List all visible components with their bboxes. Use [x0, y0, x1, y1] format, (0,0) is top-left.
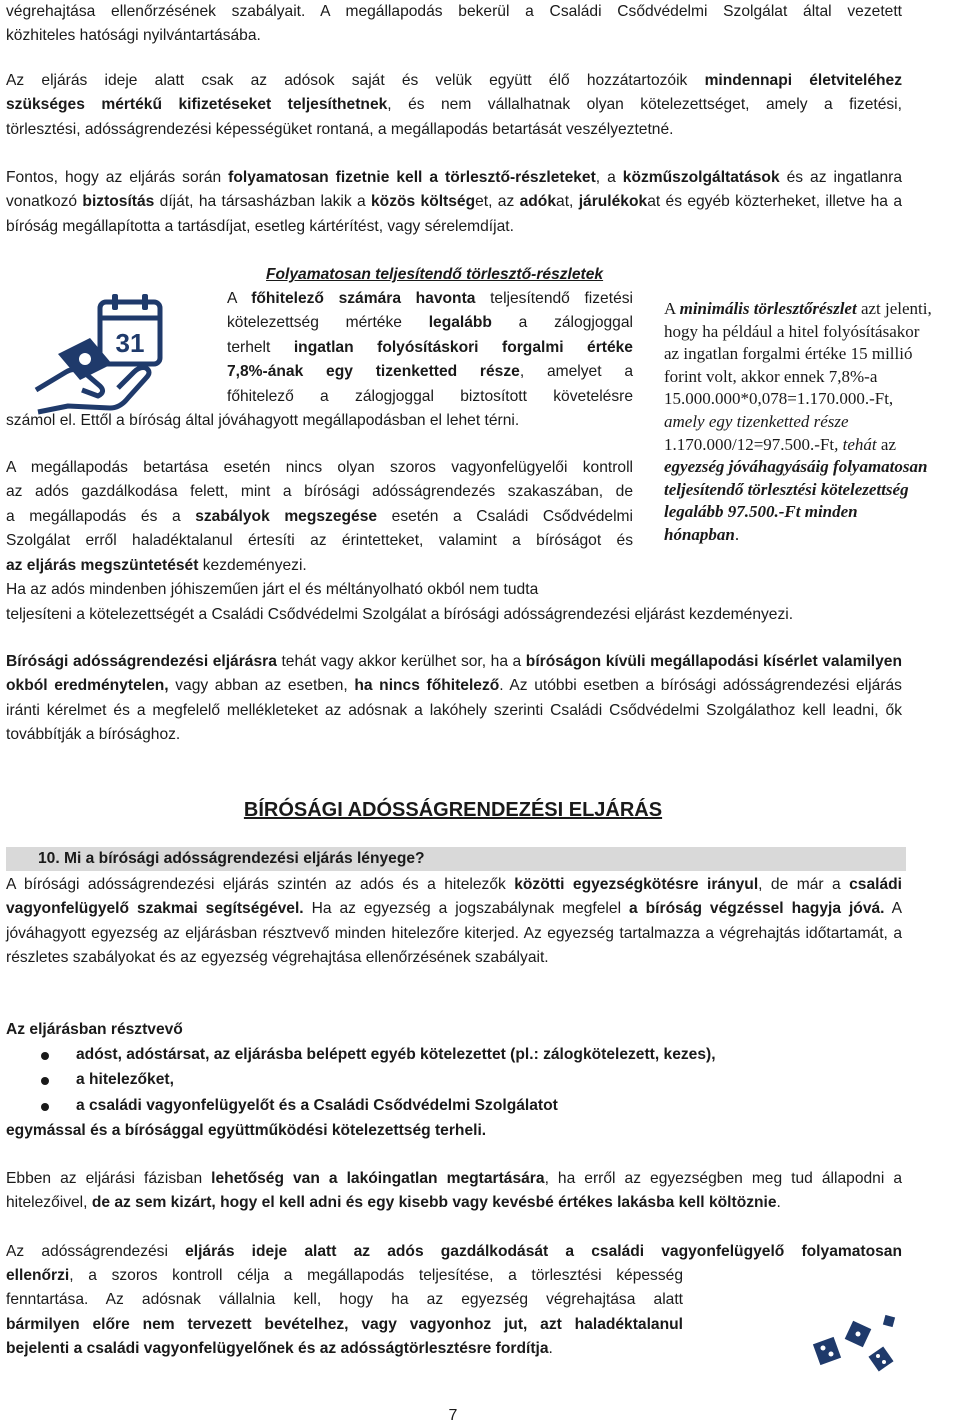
paragraph-court-procedure [6, 650, 902, 748]
text: és az ingatlanra vonatkozó [6, 169, 902, 211]
text: kezdeményezi. [198, 556, 307, 574]
text-line [227, 360, 633, 384]
text: a megállapodás és a [6, 507, 196, 525]
bold-text: ingatlan folyósításkori forgalmi értéke [293, 338, 633, 356]
bold-text: ellenőrzi [6, 1267, 70, 1284]
bold-text: legalább [428, 314, 492, 332]
paragraph-continuation [6, 0, 902, 49]
paragraph-supervision-wrapped [6, 1264, 683, 1362]
bold-text: közötti egyezségkötésre irányul [514, 876, 759, 893]
text-line: fenntartása. Az adósnak vállalnia kell, hogy ha az egyezség végrehajtása alatt [6, 1291, 683, 1309]
bold-text: de az sem kizárt, hogy el kell adni és egy kisebb vagy kevésbé értékes lakásba kell költöznie [91, 1194, 777, 1212]
text: . Az utóbbi esetben a bírósági adósságrendezési eljárás iránti kérelmet és a megfelelő mellékleteket az adósnak a lakóhely szerinti Családi Csődvédelmi Szolgálathoz kell leadni, ők továbbítják a bírósághoz. [6, 677, 902, 744]
text: A [664, 299, 680, 318]
sidebox-text [654, 298, 946, 547]
paragraph-daily-expenses [6, 69, 902, 142]
list-item: a hitelezőket, [6, 1068, 902, 1093]
text-line: végrehajtása ellenőrzésének szabályait. A megállapodás bekerül a Családi Csődvédelmi Szolgálat által vezetett [6, 3, 902, 20]
decorative-graphic-icon [808, 1310, 900, 1380]
bold-text: közműszolgáltatások [622, 169, 780, 186]
paragraph-court-procedure-essence [6, 873, 902, 971]
calendar-day-number: 31 [115, 328, 145, 358]
text-line [6, 1240, 902, 1264]
section-title-court-debt: BÍRÓSÁGI ADÓSSÁGRENDEZÉSI ELJÁRÁS [243, 799, 663, 821]
text: Ha az egyezség a jogszabálynak megfelel [303, 900, 629, 918]
text-line [6, 1337, 683, 1361]
text: , és nem vállalhatnak olyan kötelezettséget, amely a fizetési, [387, 96, 902, 114]
bold-text: főhitelező számára havonta [251, 290, 476, 307]
text-line: számol el. Ettől a bíróság által jóváhagyott megállapodásban el lehet térni. [6, 412, 520, 429]
bold-text: a bíróság végzéssel hagyja jóvá. [629, 900, 885, 918]
participants-list [6, 1043, 902, 1119]
text: teljesítendő fizetési [475, 290, 633, 307]
calendar-money-icon [28, 294, 168, 424]
text-line [227, 287, 633, 311]
bold-text: szükséges mértékű kifizetéseket teljesíthetnek [6, 96, 388, 114]
text: , ha erről az egyezségben meg tud állapodni a hitelezőivel, [6, 1170, 903, 1212]
text: A bírósági adósságrendezési eljárás szintén az adós és a hitelezők [6, 876, 515, 893]
bold-text: minimális törlesztőrészlet [679, 299, 857, 318]
text: Az adósságrendezési [6, 1243, 186, 1260]
section-title-installments: Folyamatosan teljesítendő törlesztő-részletek [266, 266, 604, 283]
text: az [880, 434, 896, 454]
bold-text: 7,8%-ának egy tizenketted része [227, 363, 520, 381]
bold-text: mindennapi életviteléhez [704, 72, 902, 89]
text: amely egy tizenketted része [664, 411, 849, 431]
page-number: 7 [448, 1407, 458, 1424]
bold-text: biztosítás [82, 193, 155, 211]
text: azt jelenti, hogy ha például a hitel folyósításakor az ingatlan forgalmi értéke [664, 299, 932, 364]
text-line: A megállapodás betartása esetén nincs olyan szoros vagyonfelügyelői kontroll [6, 459, 633, 476]
text: A jóváhagyott egyezség az eljárásban résztvevő minden hitelezőre kiterjed. Az egyezség tartalmazza a végrehajtás időtartamát, a részletes szabályokat és az egyezség végrehajtása ellenőrzésének szabályait. [6, 900, 903, 967]
text-line: törlesztési, adósságrendezési képességüket rontaná, a megállapodás betartását veszélyeztetné. [6, 120, 674, 138]
text: A [227, 290, 252, 307]
bold-text: járulékok [578, 193, 648, 211]
text: kötelezettség mértéke [227, 314, 429, 332]
text: a zálogjoggal [491, 314, 633, 332]
text-line [227, 311, 633, 335]
text: 1.170.000/12=97.500.-Ft [664, 434, 835, 454]
text-line: Szolgálat erről haladéktalanul értesíti az érintetteket, valamint a bíróságot és [6, 532, 633, 550]
text: , a [595, 169, 623, 186]
text: terhelt [227, 338, 294, 356]
text: vagy abban az esetben, [168, 677, 355, 695]
bold-text: bejelenti a családi vagyonfelügyelőnek és az adósságtörlesztésre fordítja [6, 1340, 549, 1358]
list-item: adóst, adóstársat, az eljárásba belépett egyéb kötelezettet (pl.: zálogkötelezett, kezes), [6, 1043, 902, 1068]
text: at és egyéb közterheket, illetve ha a bíróság megállapította a tartásdíjat, esetleg kártérítést, vagy sérelemdíjat. [6, 193, 902, 235]
text: , amelyet a [519, 363, 633, 381]
paragraph-monthly-obligation [227, 287, 633, 409]
bold-text: családi vagyonfelügyelő szakmai segítségével. [6, 876, 902, 918]
example-sidebox [654, 298, 946, 580]
paragraph-payments-important [6, 166, 902, 239]
bold-text: Bírósági adósságrendezési eljárásra [6, 653, 277, 670]
bold-text: az eljárás megszüntetését [6, 556, 199, 574]
bold-text: szabályok megszegése [195, 507, 378, 525]
question-heading: 10. Mi a bírósági adósságrendezési eljárás lényege? [38, 850, 425, 867]
text: . [776, 1194, 781, 1212]
text-line [227, 336, 633, 360]
text: et, az [475, 193, 520, 211]
participants-heading: Az eljárásban résztvevő [6, 1021, 183, 1038]
bold-text: eljárás ideje alatt az adós gazdálkodását a családi vagyonfelügyelő folyamatosan [185, 1243, 902, 1260]
text-line [6, 69, 902, 93]
text: . [734, 524, 740, 544]
text: díját, ha társasházban lakik a [154, 193, 371, 211]
paragraph-agreement-control [6, 456, 633, 602]
text-line [6, 554, 633, 578]
text: Az eljárás ideje alatt csak az adósok saját és velük együtt élő hozzátartozóik [6, 72, 705, 89]
text: Ebben az eljárási fázisban [6, 1170, 212, 1187]
text-line [6, 505, 633, 529]
text-line: főhitelező a zálogjoggal biztosított követelésre [227, 387, 633, 405]
participants-footer: egymással és a bírósággal együttműködési kötelezettség terheli. [6, 1122, 487, 1139]
bold-text: folyamatosan fizetnie kell a törlesztő-részleteket [228, 169, 596, 186]
bold-text: közös költség [371, 193, 476, 211]
bold-text: folyamatosan teljesítendő törlesztési kötelezettség legalább 97.500.-Ft minden hónapban [664, 457, 928, 544]
question-heading-bar [6, 847, 906, 871]
text-line: az adós gazdálkodása felett, mint a bírósági adósságrendezés szakaszában, de [6, 483, 633, 501]
text: 15 millió forint volt, akkor ennek 7,8%-a 15.000.000*0,078=1.170.000.-Ft, [664, 344, 913, 409]
text: , a szoros kontroll célja a megállapodás teljesítése, a törlesztési képesség [69, 1267, 683, 1284]
text-line: teljesíteni a kötelezettségét a Családi Csődvédelmi Szolgálat a bírósági adósságrendezési eljárást kezdeményezi. [6, 606, 794, 623]
text: , tehát [834, 434, 881, 454]
text-line: bármilyen előre nem tervezett bevételhez, vagy vagyonhoz jut, azt haladéktalanul [6, 1315, 683, 1333]
text-line: Ha az adós mindenben jóhiszeműen járt el és méltányolható okból nem tudta [6, 581, 539, 599]
paragraph-supervision [6, 1240, 902, 1264]
text: Fontos, hogy az eljárás során [6, 169, 229, 186]
text: . [548, 1340, 553, 1358]
list-item: a családi vagyonfelügyelőt és a Családi Csődvédelmi Szolgálatot [6, 1094, 902, 1119]
text: esetén a Családi Csődvédelmi [377, 507, 633, 525]
text: tehát vagy akkor kerülhet sor, ha a [276, 653, 526, 670]
bold-text: adók [519, 193, 557, 211]
text-line: közhiteles hatósági nyilvántartásába. [6, 27, 261, 45]
bold-text: bíróságon kívüli megállapodási kísérlet valamilyen okból eredménytelen, [6, 653, 902, 695]
text: at, [556, 193, 579, 211]
text: , de már a [758, 876, 850, 893]
bold-text: ha nincs főhitelező [354, 677, 500, 695]
bold-text: egyezség jóváhagyásáig [664, 457, 829, 477]
bold-text: lehetőség van a lakóingatlan megtartására [211, 1170, 545, 1187]
text-line [6, 93, 902, 117]
text-line [6, 1264, 683, 1288]
paragraph-keep-home [6, 1167, 902, 1216]
